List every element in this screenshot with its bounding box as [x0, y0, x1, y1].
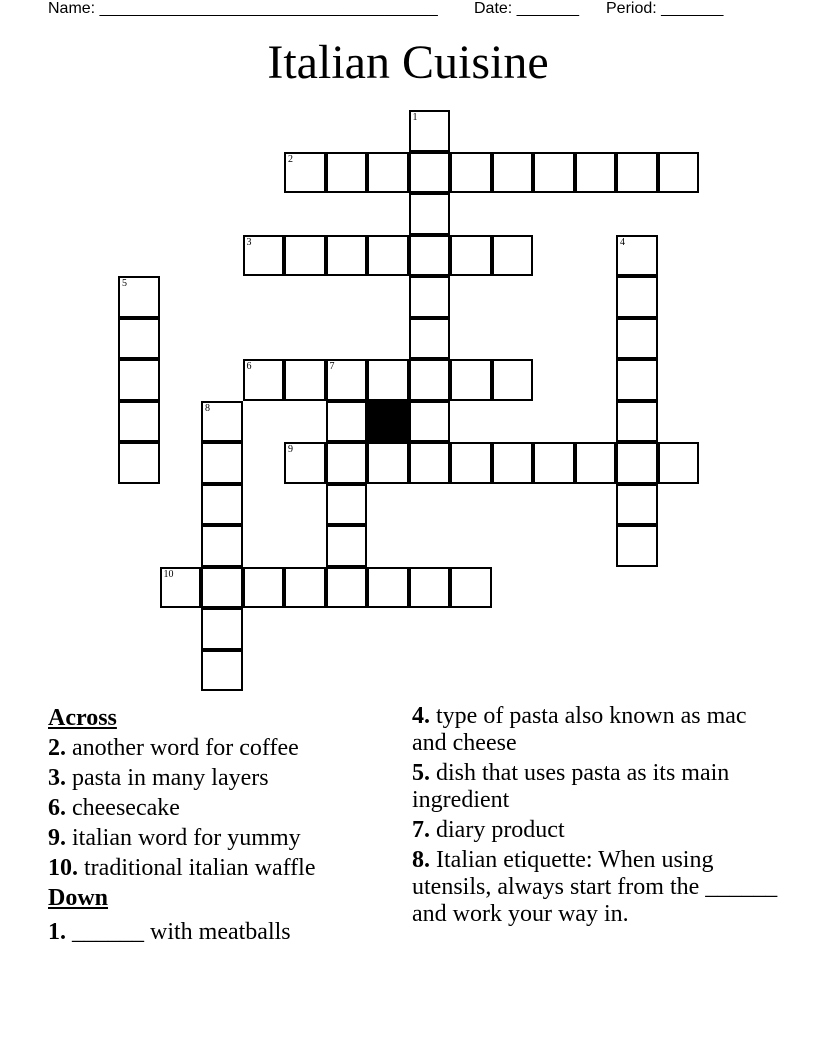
crossword-cell[interactable]: [616, 276, 658, 318]
crossword-cell[interactable]: [575, 152, 617, 194]
crossword-cell[interactable]: [326, 567, 368, 609]
crossword-cell[interactable]: [450, 359, 492, 401]
crossword-cell[interactable]: [492, 152, 534, 194]
down-heading: Down: [48, 885, 109, 911]
crossword-cell[interactable]: [284, 567, 326, 609]
clue-number-label: 6: [246, 361, 252, 372]
crossword-cell[interactable]: [201, 650, 243, 692]
crossword-cell[interactable]: [326, 152, 368, 194]
page-title: Italian Cuisine: [267, 36, 549, 89]
crossword-cell[interactable]: [201, 442, 243, 484]
crossword-cell[interactable]: [616, 525, 658, 567]
clue-across-6: 6. cheesecake: [48, 795, 180, 821]
clue-number-label: 2: [288, 153, 293, 165]
clue-across-10: 10. traditional italian waffle: [48, 855, 316, 881]
crossword-cell[interactable]: [533, 442, 575, 484]
crossword-cell[interactable]: [616, 235, 658, 277]
clue-down-8: 8. Italian etiquette: When using utensils, always start from the ______ and work your way in.: [412, 847, 778, 927]
crossword-cell[interactable]: [616, 359, 658, 401]
crossword-cell[interactable]: [201, 525, 243, 567]
crossword-cell[interactable]: [326, 525, 368, 567]
crossword-cell[interactable]: [118, 359, 160, 401]
crossword-cell[interactable]: [616, 152, 658, 194]
crossword-cell[interactable]: [450, 235, 492, 277]
crossword-cell[interactable]: [409, 276, 451, 318]
crossword-cell[interactable]: [450, 152, 492, 194]
crossword-cell[interactable]: [575, 442, 617, 484]
clue-across-9: 9. italian word for yummy: [48, 825, 301, 851]
crossword-cell[interactable]: [118, 276, 160, 318]
crossword-cell[interactable]: [284, 235, 326, 277]
crossword-cell[interactable]: [284, 359, 326, 401]
across-heading: Across: [48, 705, 117, 731]
crossword-cell[interactable]: [367, 442, 409, 484]
crossword-cell[interactable]: [326, 401, 368, 443]
crossword-cell[interactable]: [118, 401, 160, 443]
crossword-black-cell: [367, 401, 409, 443]
crossword-cell[interactable]: [492, 442, 534, 484]
crossword-cell[interactable]: [201, 567, 243, 609]
crossword-cell[interactable]: [326, 484, 368, 526]
crossword-cell[interactable]: [160, 567, 202, 609]
clue-list-right: [412, 703, 782, 931]
crossword-cell[interactable]: [616, 318, 658, 360]
date-field-label[interactable]: Date: _______: [474, 0, 579, 17]
crossword-cell[interactable]: [409, 152, 451, 194]
crossword-cell[interactable]: [367, 235, 409, 277]
crossword-cell[interactable]: [243, 567, 285, 609]
crossword-cell[interactable]: [284, 442, 326, 484]
crossword-cell[interactable]: [450, 442, 492, 484]
crossword-cell[interactable]: [616, 484, 658, 526]
crossword-cell[interactable]: [326, 359, 368, 401]
crossword-cell[interactable]: [326, 235, 368, 277]
clue-number-label: 4: [620, 236, 625, 248]
crossword-cell[interactable]: [243, 235, 285, 277]
clue-number-label: 9: [288, 444, 293, 455]
crossword-cell[interactable]: [409, 235, 451, 277]
clue-down-4: 4. type of pasta also known as mac and cheese: [412, 703, 747, 756]
crossword-cell[interactable]: [492, 235, 534, 277]
clue-list-left: [48, 703, 388, 947]
crossword-cell[interactable]: [409, 401, 451, 443]
clue-down-7: 7. diary product: [412, 817, 565, 843]
crossword-cell[interactable]: [616, 442, 658, 484]
crossword-cell[interactable]: [492, 359, 534, 401]
clue-number-label: 7: [329, 361, 335, 372]
crossword-cell[interactable]: [658, 152, 700, 194]
crossword-cell[interactable]: [616, 401, 658, 443]
crossword-cell[interactable]: [284, 152, 326, 194]
crossword-cell[interactable]: [201, 401, 243, 443]
crossword-cell[interactable]: [367, 152, 409, 194]
clue-number-label: 8: [205, 402, 210, 414]
crossword-cell[interactable]: [409, 110, 451, 152]
crossword-cell[interactable]: [409, 567, 451, 609]
name-field-label[interactable]: Name: ______________________________________: [48, 0, 438, 17]
period-field-label[interactable]: Period: _______: [606, 0, 724, 17]
crossword-cell[interactable]: [409, 359, 451, 401]
crossword-cell[interactable]: [450, 567, 492, 609]
crossword-cell[interactable]: [118, 442, 160, 484]
crossword-cell[interactable]: [409, 442, 451, 484]
crossword-cell[interactable]: [409, 193, 451, 235]
crossword-cell[interactable]: [201, 608, 243, 650]
crossword-cell[interactable]: [409, 318, 451, 360]
clue-across-2: 2. another word for coffee: [48, 735, 299, 761]
crossword-cell[interactable]: [658, 442, 700, 484]
crossword-cell[interactable]: [367, 567, 409, 609]
clue-number-label: 10: [163, 568, 174, 580]
clue-number-label: 5: [122, 278, 127, 289]
clue-number-label: 1: [412, 112, 418, 123]
clue-down-5: 5. dish that uses pasta as its main ingredient: [412, 760, 730, 813]
crossword-cell[interactable]: [118, 318, 160, 360]
clue-down-1: 1. ______ with meatballs: [48, 919, 291, 945]
clue-number-label: 3: [246, 236, 252, 248]
clue-across-3: 3. pasta in many layers: [48, 765, 269, 791]
crossword-cell[interactable]: [367, 359, 409, 401]
crossword-cell[interactable]: [201, 484, 243, 526]
crossword-cell[interactable]: [533, 152, 575, 194]
crossword-cell[interactable]: [326, 442, 368, 484]
crossword-cell[interactable]: [243, 359, 285, 401]
